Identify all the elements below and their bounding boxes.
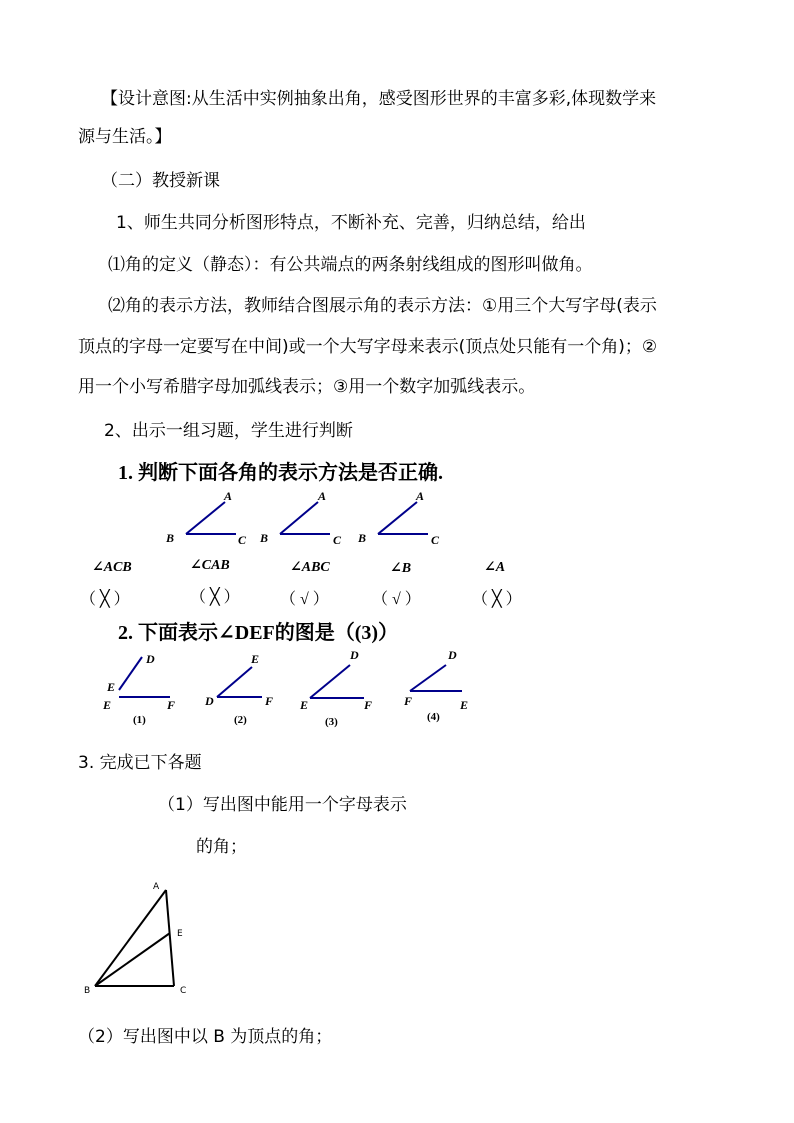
def-figure-2-label-e: E [251,652,260,666]
answer-4-mark: （ √ ） [372,591,421,608]
def-figure-4 [410,665,462,691]
answer-5-angle: ∠A [484,560,506,575]
exercise-1-title: 1. 判断下面各角的表示方法是否正确. [118,462,443,484]
exercise-3-q1-line-1: （1）写出图中能用一个字母表示 [158,795,407,815]
def-figure-4-label-f: F [404,694,413,708]
angle-figure-3 [378,502,428,534]
exercise-3-q2: （2）写出图中以 B 为顶点的角； [78,1027,333,1047]
def-figure-3-label-f: F [364,698,373,712]
answer-3-mark: （ √ ） [280,591,329,608]
def-figure-1-label-f: F [167,698,176,712]
angle-figure-1 [186,502,236,534]
design-intent-line-2: 源与生活。】 [78,127,172,147]
def-figure-3-caption: (3) [325,716,338,728]
figure-1-label-left: B [166,531,175,545]
figure-3-label-right: C [431,533,440,547]
def-figure-2-label-d: D [205,694,214,708]
def-figure-2-caption: (2) [234,714,247,726]
answer-3-angle: ∠ABC [290,560,330,575]
def-figure-2 [217,667,262,697]
representation-line-3: 用一个小写希腊字母加弧线表示；③用一个数字加弧线表示。 [78,377,536,397]
figure-1-label-top: A [224,489,233,503]
item-2: 2、出示一组习题，学生进行判断 [104,421,353,441]
answer-2-mark: （ ╳ ） [190,589,240,606]
answer-2-angle: ∠CAB [190,558,230,573]
angle-definition: ⑴角的定义（静态）：有公共端点的两条射线组成的图形叫做角。 [108,255,593,275]
exercise-1-figures [0,488,794,608]
triangle-label-b: B [84,986,91,996]
triangle-label-c: C [180,986,187,996]
figure-3-label-left: B [358,531,367,545]
def-figure-4-label-e: E [460,698,469,712]
representation-line-1: ⑵角的表示方法，教师结合图展示角的表示方法：①用三个大写字母(表示 [108,296,657,316]
exercise-3-q1-line-2: 的角； [196,837,247,857]
def-figure-3 [310,665,364,698]
item-1: 1、师生共同分析图形特点，不断补充、完善，归纳总结，给出 [116,213,586,233]
def-figure-3-label-e: E [300,698,309,712]
triangle-figure [78,878,218,1003]
def-figure-4-caption: (4) [427,711,440,723]
def-figure-4-label-d: D [448,648,457,662]
exercise-2-title: 2. 下面表示∠DEF的图是（(3)） [118,622,399,644]
figure-1-label-right: C [238,533,247,547]
figure-2-label-left: B [260,531,269,545]
figure-2-label-top: A [318,489,327,503]
def-figure-1 [119,657,170,697]
answer-1-angle: ∠ACB [92,560,132,575]
answer-5-mark: （ ╳ ） [472,591,522,608]
def-figure-1-label-e-lower: E [103,698,112,712]
def-figure-3-label-d: D [350,648,359,662]
triangle-label-e: E [177,929,183,939]
exercise-3-title: 3. 完成已下各题 [78,753,202,773]
design-intent-line-1: 【设计意图:从生活中实例抽象出角，感受图形世界的丰富多彩,体现数学来 [101,89,657,109]
exercise-2-figures [0,645,794,735]
angle-figure-2 [280,502,330,534]
figure-2-label-right: C [333,533,342,547]
def-figure-1-caption: (1) [133,714,146,726]
triangle-label-a: A [153,882,160,892]
def-figure-1-label-d: D [146,652,155,666]
representation-line-2: 顶点的字母一定要写在中间)或一个大写字母来表示(顶点处只能有一个角)；② [78,337,658,357]
def-figure-1-label-e-upper: E [107,680,116,694]
figure-3-label-top: A [416,489,425,503]
answer-1-mark: （ ╳ ） [80,591,130,608]
def-figure-2-label-f: F [265,694,274,708]
section-title: （二）教授新课 [101,171,220,191]
answer-4-angle: ∠B [390,561,412,576]
